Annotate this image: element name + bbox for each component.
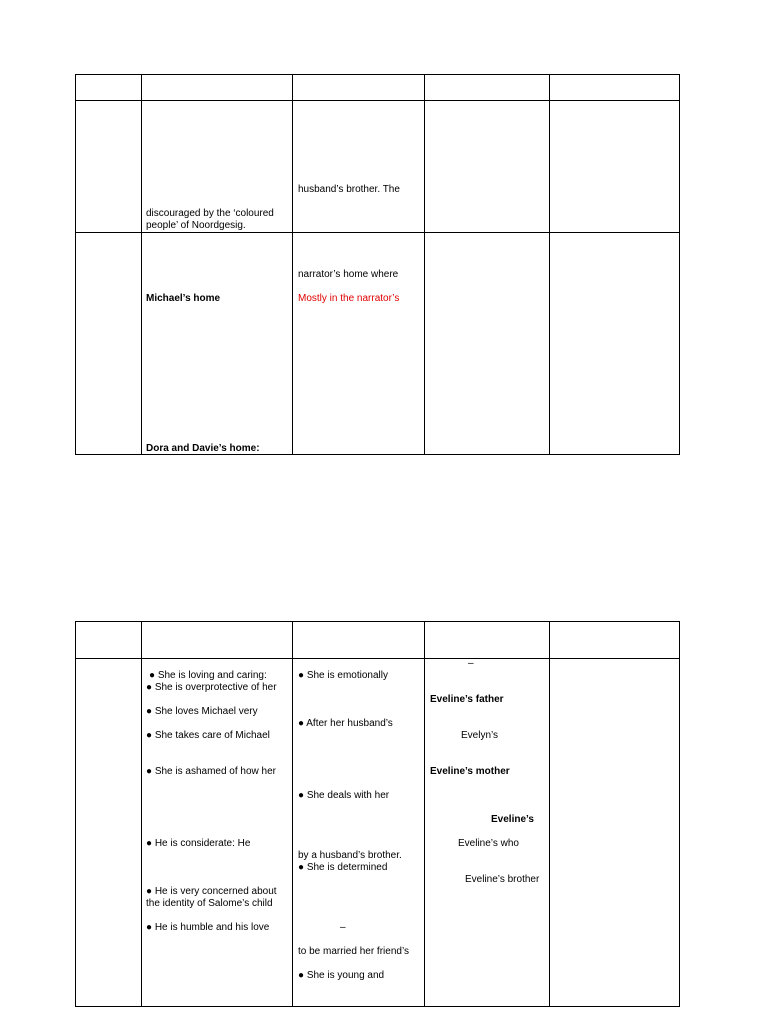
cell-text-highlight: Mostly in the narrator’s <box>298 293 400 304</box>
column-divider <box>424 75 425 454</box>
column-divider <box>549 622 550 1006</box>
cell-text: ● She is overprotective of her <box>146 682 277 693</box>
cell-text: ● After her husband’s <box>298 718 393 729</box>
column-divider <box>141 75 142 454</box>
column-divider <box>292 75 293 454</box>
column-divider <box>549 75 550 454</box>
cell-text: ● He is humble and his love <box>146 922 270 933</box>
cell-text: ● She loves Michael very <box>146 706 258 717</box>
column-divider <box>292 622 293 1006</box>
cell-text: ● He is very concerned about <box>146 886 277 897</box>
table-top <box>75 74 680 455</box>
cell-heading: Eveline’s mother <box>430 766 510 777</box>
cell-text: ● She is young and <box>298 970 385 981</box>
cell-text: ● She takes care of Michael <box>146 730 270 741</box>
cell-heading: Dora and Davie’s home: <box>146 443 260 454</box>
cell-text: Eveline’s brother <box>465 874 540 885</box>
cell-text: narrator’s home where <box>298 269 399 280</box>
cell-text: by a husband’s brother. <box>298 850 402 861</box>
row-divider <box>76 100 679 101</box>
row-divider <box>76 658 679 659</box>
cell-text: the identity of Salome’s child <box>146 898 273 909</box>
cell-text: to be married her friend’s <box>298 946 409 957</box>
cell-text: ● She is ashamed of how her <box>146 766 276 777</box>
cell-text: Evelyn’s <box>461 730 499 741</box>
cell-text: husband’s brother. The <box>298 184 400 195</box>
cell-text: – <box>340 922 346 933</box>
cell-text: – <box>468 658 474 669</box>
cell-text: Eveline’s who <box>458 838 519 849</box>
cell-heading: Michael’s home <box>146 293 221 304</box>
cell-text: ● She is determined <box>298 862 388 873</box>
cell-text: people’ of Noordgesig. <box>146 220 246 231</box>
cell-heading: Eveline’s father <box>430 694 504 705</box>
column-divider <box>424 622 425 1006</box>
table-bottom <box>75 621 680 1007</box>
row-divider <box>76 232 679 233</box>
cell-text: discouraged by the ‘coloured <box>146 208 274 219</box>
cell-text: ● She is emotionally <box>298 670 388 681</box>
cell-text: ● She deals with her <box>298 790 390 801</box>
cell-heading: Eveline’s <box>491 814 534 825</box>
cell-text: ● He is considerate: He <box>146 838 251 849</box>
column-divider <box>141 622 142 1006</box>
cell-text: ● She is loving and caring: <box>149 670 267 681</box>
